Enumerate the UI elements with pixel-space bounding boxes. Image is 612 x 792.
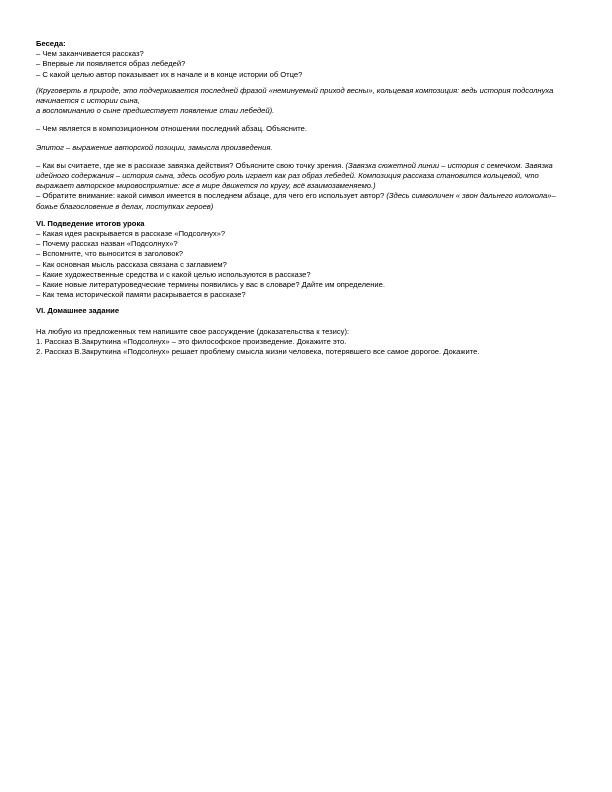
question-composition: – Чем является в композиционном отношении последний абзац. Объясните.	[36, 124, 307, 134]
summary-question: – Какие новые литературоведческие термины появились у вас в словаре? Дайте им определение.	[36, 280, 386, 290]
homework-intro: На любую из предложенных тем напишите свое рассуждение (доказательства к тезису):	[36, 326, 350, 336]
question-item: – С какой целью автор показывает их в начале и в конце истории об Отце?	[36, 69, 303, 79]
questions-list-6	[36, 229, 568, 300]
question-zavyazka-text: – Как вы считаете, где же в рассказе завязка действия? Объясните свою точку зрения.	[36, 160, 346, 170]
summary-question: – Вспомните, что выносится в заголовок?	[36, 249, 184, 259]
teacher-note-1: (Круговерть в природе, это подчеркивается последней фразой «неминуемый приход весны», кольцевая композиция: ведь история подсолнуха начинается с истории сына,	[36, 85, 554, 106]
homework-topic: 1. Рассказ В.Закруткина «Подсолнух» – это философское произведение. Докажите это.	[36, 336, 347, 346]
homework-heading: VI. Домашнее задание	[36, 306, 120, 316]
teacher-note-1b: а воспоминанию о сыне предшествует появление стаи лебедей).	[36, 106, 275, 116]
epitog-definition: Эпитог – выражение авторской позиции, замысла произведения.	[36, 142, 273, 152]
homework-topics	[36, 337, 568, 357]
questions-list-1	[36, 49, 568, 80]
section-6-heading: VI. Подведение итогов урока	[36, 218, 145, 228]
question-zavyazka	[36, 161, 568, 192]
summary-question: – Почему рассказ назван «Подсолнух»?	[36, 239, 178, 249]
question-zavyazka-answer: (Завязка сюжетной линии – история с семечком. Завязка идейного содержания – история сына, здесь особую роль играет как раз образ лебедей. Композиция рассказа становится кольцевой, что выражает авторское мировосприятие: все в мире движется по кругу, всё взаимозаменяемо.)	[36, 160, 553, 191]
summary-question: – Как основная мысль рассказа связана с заглавием?	[36, 259, 227, 269]
question-item: – Чем заканчивается рассказ?	[36, 49, 144, 59]
summary-question: – Какая идея раскрывается в рассказе «Подсолнух»?	[36, 229, 226, 239]
question-symbol	[36, 191, 568, 211]
question-item: – Впервые ли появляется образ лебедей?	[36, 59, 186, 69]
question-symbol-text: – Обратите внимание: какой символ имеется в последнем абзаце, для чего его использует автор?	[36, 191, 387, 201]
beseda-heading: Беседа:	[36, 39, 66, 48]
homework-topic: 2. Рассказ В.Закруткина «Подсолнух» решает проблему смысла жизни человека, потерявшего все самое дорогое. Докажите.	[36, 347, 480, 357]
question-symbol-answer: (Здесь символичен « звон дальнего колокола»– божье благословение в делах, поступках героев)	[36, 191, 556, 211]
summary-question: – Как тема исторической памяти раскрывается в рассказе?	[36, 290, 246, 300]
summary-question: – Какие художественные средства и с какой целью используются в рассказе?	[36, 269, 311, 279]
